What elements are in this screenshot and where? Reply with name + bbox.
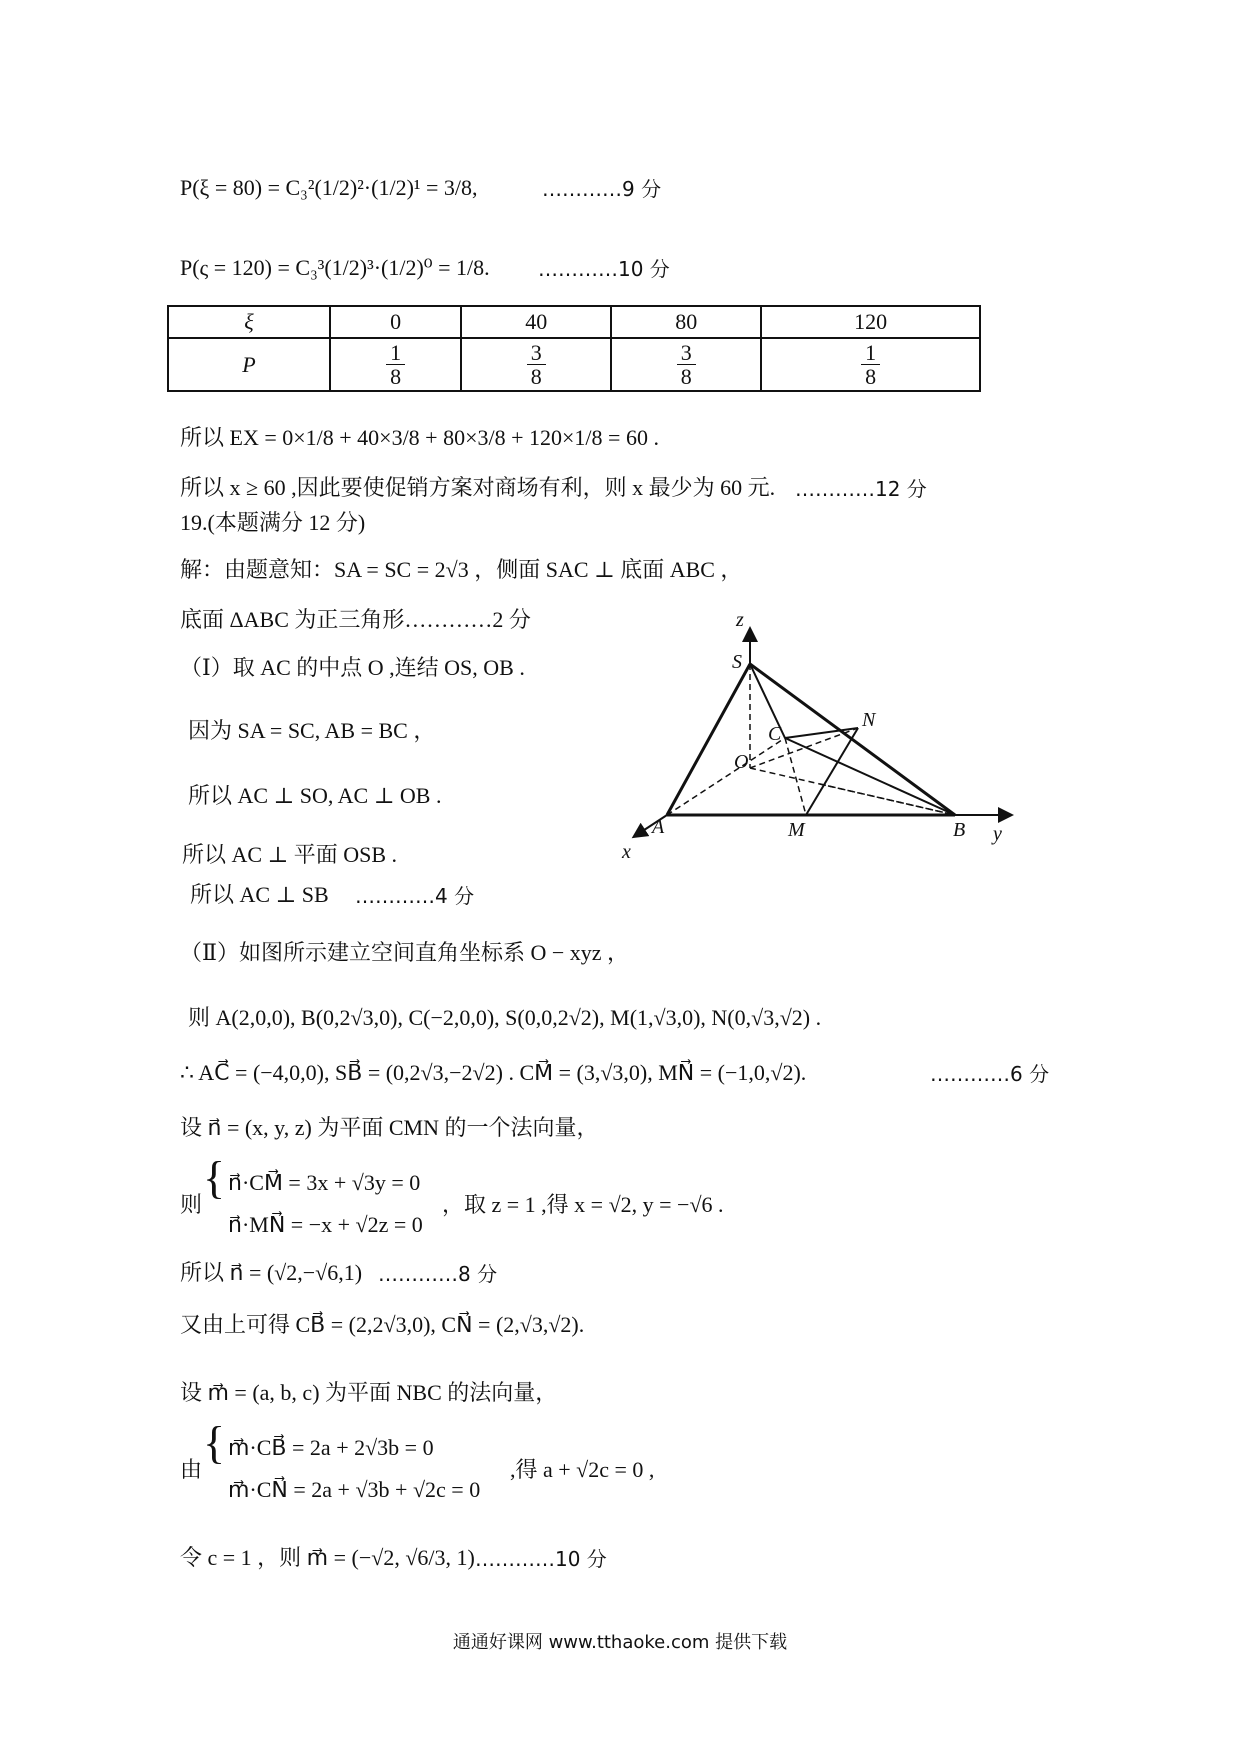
conclusion-line: 所以 x ≥ 60 ,因此要使促销方案对商场有利，则 x 最少为 60 元. [180, 475, 776, 500]
prob-120-formula: P(ς = 120) = C₃³(1/2)³·(1/2)⁰ = 1/8. [180, 255, 490, 280]
score-9: …………9 分 [542, 177, 662, 201]
table-row [168, 338, 980, 391]
score-4: …………4 分 [355, 884, 475, 908]
system1-eq1: n⃗·CM⃗ = 3x + √3y = 0 [228, 1170, 421, 1195]
label-O: O [734, 751, 749, 773]
part1-line-1: （Ⅰ）取 AC 的中点 O ,连结 OS, OB . [180, 655, 525, 680]
part1-line-5: 所以 AC ⊥ SB [190, 882, 329, 907]
table-cell [761, 338, 980, 391]
label-M: M [788, 819, 805, 841]
label-C: C [768, 723, 782, 745]
vectors-cb-cn: 又由上可得 CB⃗ = (2,2√3,0), CN⃗ = (2,√3,√2). [180, 1312, 585, 1337]
label-B: B [953, 819, 966, 841]
table-header-cell: 120 [761, 306, 980, 338]
label-y: y [993, 823, 1002, 845]
table-header-row [168, 306, 980, 338]
part1-line-2: 因为 SA = SC, AB = BC ， [188, 718, 436, 743]
system1-prefix: 则 [180, 1192, 203, 1217]
fraction [527, 341, 546, 388]
question-19-title: 19.(本题满分 12 分) [180, 510, 366, 535]
table-row-label: P [168, 338, 330, 391]
system1-suffix: ，取 z = 1 ,得 x = √2, y = −√6 . [442, 1192, 724, 1217]
fraction [677, 341, 696, 388]
fraction-num: 1 [861, 341, 880, 365]
fraction-den: 8 [530, 364, 542, 390]
fraction-num: 3 [527, 341, 546, 365]
fraction [386, 341, 405, 388]
brace-1: { [203, 1152, 226, 1203]
label-N: N [862, 709, 876, 731]
table-header-cell: 40 [461, 306, 611, 338]
fraction-den: 8 [390, 364, 402, 390]
score-10b: …………10 分 [475, 1547, 607, 1571]
table-header-cell: 80 [611, 306, 761, 338]
table-cell [611, 338, 761, 391]
expectation-line: 所以 EX = 0×1/8 + 40×3/8 + 80×3/8 + 120×1/8 = 60 . [180, 425, 659, 450]
system2-eq1: m⃗·CB⃗ = 2a + 2√3b = 0 [228, 1435, 434, 1460]
score-6: …………6 分 [930, 1062, 1050, 1086]
system2-eq2: m⃗·CN⃗ = 2a + √3b + √2c = 0 [228, 1477, 481, 1502]
normal-m-def: 设 m⃗ = (a, b, c) 为平面 NBC 的法向量， [180, 1380, 558, 1405]
edge-CB [785, 738, 955, 815]
normal-n-result: 所以 n⃗ = (√2,−√6,1) [180, 1260, 363, 1285]
fraction-num: 3 [677, 341, 696, 365]
table-cell [461, 338, 611, 391]
brace-2: { [203, 1417, 226, 1468]
dashed-ON [750, 728, 858, 768]
distribution-table [167, 305, 981, 392]
label-z: z [736, 609, 744, 631]
edge-SA [667, 664, 750, 815]
label-S: S [732, 651, 742, 673]
fraction-num: 1 [386, 341, 405, 365]
label-A: A [652, 816, 665, 838]
fraction-den: 8 [680, 364, 692, 390]
score-8: …………8 分 [378, 1262, 498, 1286]
part1-line-3: 所以 AC ⊥ SO, AC ⊥ OB . [188, 783, 442, 808]
score-10a: …………10 分 [538, 257, 670, 281]
part1-line-4: 所以 AC ⊥ 平面 OSB . [182, 842, 398, 867]
system2-prefix: 由 [180, 1457, 203, 1482]
score-12: …………12 分 [795, 477, 927, 501]
part2-normal-def: 设 n⃗ = (x, y, z) 为平面 CMN 的一个法向量， [180, 1115, 599, 1140]
system2-suffix: ,得 a + √2c = 0 , [510, 1457, 655, 1482]
table-header-cell: 0 [330, 306, 461, 338]
system1-eq2: n⃗·MN⃗ = −x + √2z = 0 [228, 1212, 423, 1237]
normal-m-result: 令 c = 1 ，则 m⃗ = (−√2, √6/3, 1) [180, 1545, 475, 1570]
label-x: x [622, 841, 631, 863]
part2-line-1: （Ⅱ）如图所示建立空间直角坐标系 O − xyz ， [180, 940, 630, 965]
dashed-CM [785, 738, 806, 815]
prob-80-formula: P(ξ = 80) = C₃²(1/2)²·(1/2)¹ = 3/8, [180, 175, 478, 200]
table-header-cell: ξ [168, 306, 330, 338]
solution-line-2: 底面 ΔABC 为正三角形…………2 分 [180, 607, 531, 632]
fraction [861, 341, 880, 388]
part2-coordinates: 则 A(2,0,0), B(0,2√3,0), C(−2,0,0), S(0,0,2√2), M(1,√3,0), N(0,√3,√2) . [188, 1005, 822, 1030]
table-cell [330, 338, 461, 391]
fraction-den: 8 [865, 364, 877, 390]
part2-vectors: ∴ AC⃗ = (−4,0,0), SB⃗ = (0,2√3,−2√2) . CM⃗ = (3,√3,0), MN⃗ = (−1,0,√2). [180, 1060, 807, 1085]
footer-source: 通通好课网 www.tthaoke.com 提供下载 [452, 1632, 788, 1653]
dashed-AC [667, 738, 785, 815]
tetrahedron-figure [610, 608, 1030, 878]
edge-NM [806, 728, 858, 815]
solution-line-1: 解：由题意知：SA = SC = 2√3 ，侧面 SAC ⊥ 底面 ABC ， [180, 557, 743, 582]
